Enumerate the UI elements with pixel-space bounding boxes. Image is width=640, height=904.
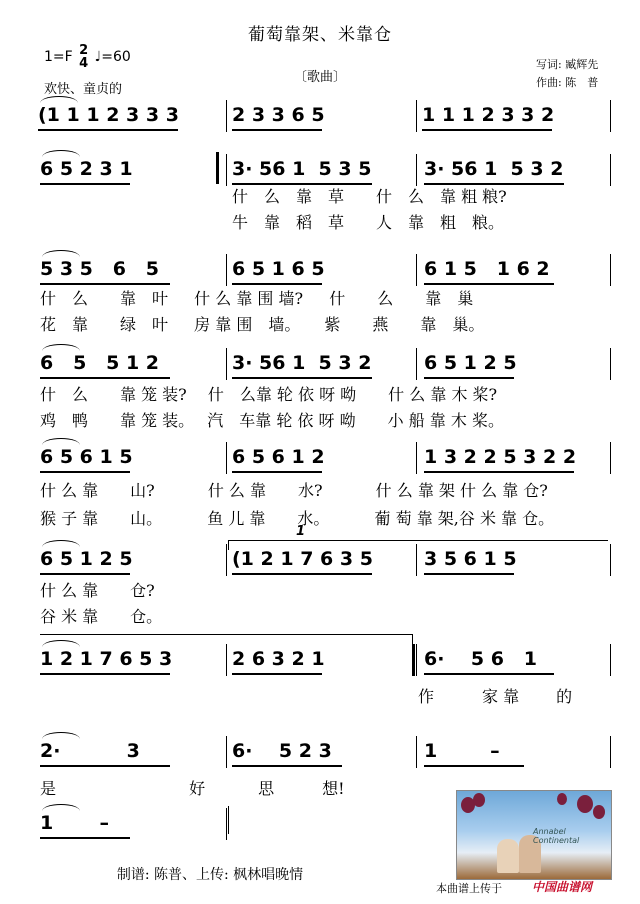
slur-mark [42,640,80,647]
beam-line [38,129,178,131]
beam-line [40,377,170,379]
beam-line [424,573,514,575]
measure-notes: 1 1 1 2 3 3 2 [422,104,555,126]
final-bar [228,806,229,834]
bar-line [416,544,417,576]
beam-line [424,283,554,285]
beam-line [232,673,322,675]
beam-line [232,765,342,767]
bar-line [416,442,417,474]
time-numerator: 2 [79,43,89,58]
beam-line [424,673,554,675]
bar-line [610,254,611,286]
measure-notes: 6 5 1 2 5 [424,352,517,374]
lyric-line: 什 么 靠 仓? [40,581,155,600]
bar-line [416,348,417,380]
beam-line [40,471,130,473]
measure-notes: 5 3 5 6 5 [40,258,160,280]
lyric-line: 作 家 靠 的 [418,687,573,706]
bar-line [226,544,227,576]
measure-notes: 6· 5 6 1 [424,648,538,670]
beam-line [40,837,130,839]
measure-notes: 1 – [424,740,500,762]
bar-line [610,154,611,186]
mood-marking: 欢快、童贞的 [44,82,123,97]
beam-line [40,765,170,767]
bar-line [416,100,417,132]
measure-notes: 3 5 6 1 5 [424,548,517,570]
beam-line [232,377,372,379]
genre-label: 〔歌曲〕 [293,70,346,85]
lyric-line: 鸡 鸭 靠 笼 装。 汽 车靠 轮 依 呀 呦 小 船 靠 木 桨。 [40,411,504,430]
beam-line [424,765,524,767]
measure-notes: 3· 56 1 5 3 5 [232,158,372,180]
volta-number: 1 [296,524,306,539]
measure-notes: 3· 56 1 5 3 2 [424,158,564,180]
upload-note: 本曲谱上传于 [436,882,502,895]
beam-line [232,471,322,473]
song-title: 葡萄靠架、米靠仓 [248,25,392,45]
slur-mark [42,344,80,351]
measure-notes: 6 1 5 1 6 2 [424,258,550,280]
repeat-span-line [40,634,412,635]
lyric-line: 谷 米 靠 仓。 [40,607,163,626]
time-denominator: 4 [79,56,89,71]
measure-notes: (1 1 1 2 3 3 3 [38,104,179,126]
beam-line [40,573,130,575]
lyric-line: 是 好 思 想! [40,779,345,798]
slur-mark [42,732,80,739]
bar-line [416,254,417,286]
beam-line [232,129,322,131]
bar-line [416,154,417,186]
tempo-marking: ♩=60 [94,49,131,65]
lyric-line: 猴 子 靠 山。 鱼 儿 靠 水。 葡 萄 靠 架,谷 米 靠 仓。 [40,509,555,528]
lyric-line: 花 靠 绿 叶 房 靠 围 墙。 紫 燕 靠 巢。 [40,315,485,334]
beam-line [424,377,514,379]
composer-credit: 作曲: 陈 普 [536,76,599,89]
measure-notes: 2· 3 [40,740,140,762]
measure-notes: 1 3 2 2 5 3 2 2 [424,446,577,468]
measure-notes: 2 6 3 2 1 [232,648,325,670]
beam-line [40,673,170,675]
measure-notes: 6 5 6 1 5 [40,446,133,468]
bar-line [226,154,227,186]
key-prefix: 1=F [44,49,73,65]
measure-notes: 6 5 5 1 2 [40,352,160,374]
lyricist-credit: 写词: 臧辉先 [536,58,599,71]
beam-line [232,283,322,285]
grapes-children-photo [456,790,612,880]
lyric-line: 什 么 靠 草 什 么 靠 粗 粮? [232,187,507,206]
bar-line [610,736,611,768]
site-logo: 中国曲谱网 [532,880,593,894]
measure-notes: 6 5 2 3 1 [40,158,133,180]
bar-line [226,442,227,474]
measure-notes: 1 2 1 7 6 5 3 [40,648,173,670]
repeat-start-bar [216,152,219,184]
slur-mark [42,250,80,257]
bar-line [610,442,611,474]
bar-line [610,544,611,576]
beam-line [424,471,574,473]
repeat-span-hook [412,634,413,644]
footer-credit: 制谱: 陈普、上传: 枫林唱晚情 [116,867,304,883]
bar-line [226,736,227,768]
bar-line [226,254,227,286]
lyric-line: 什 么 靠 山? 什 么 靠 水? 什 么 靠 架 什 么 靠 仓? [40,481,548,500]
measure-notes: 6 5 6 1 2 [232,446,325,468]
slur-mark [42,438,80,445]
measure-notes: 6 5 1 2 5 [40,548,133,570]
bar-line [610,644,611,676]
bar-line [226,348,227,380]
measure-notes: 3· 56 1 5 3 2 [232,352,372,374]
bar-line [610,348,611,380]
beam-line [232,573,372,575]
beam-line [40,283,170,285]
measure-notes: 6 5 1 6 5 [232,258,325,280]
lyric-line: 什 么 靠 笼 装? 什 么靠 轮 依 呀 呦 什 么 靠 木 桨? [40,385,498,404]
photo-caption: Annabel Continental [533,827,580,845]
bar-line [226,808,227,840]
measure-notes: 2 3 3 6 5 [232,104,325,126]
slur-mark [40,96,78,103]
repeat-end-bar [412,644,415,676]
slur-mark [42,804,80,811]
measure-notes: 1 – [40,812,110,834]
bar-line [226,644,227,676]
bar-line [226,100,227,132]
measure-notes: (1 2 1 7 6 3 5 [232,548,373,570]
volta-hook [228,540,229,550]
slur-mark [42,540,80,547]
bar-line [610,100,611,132]
beam-line [40,183,130,185]
lyric-line: 什 么 靠 叶 什 么 靠 围 墙? 什 么 靠 巢 [40,289,474,308]
bar-line [416,736,417,768]
measure-notes: 6· 5 2 3 [232,740,332,762]
bar-line [416,644,417,676]
lyric-line: 牛 靠 稻 草 人 靠 粗 粮。 [232,213,505,232]
slur-mark [42,150,80,157]
beam-line [422,129,552,131]
volta-line [228,540,608,541]
